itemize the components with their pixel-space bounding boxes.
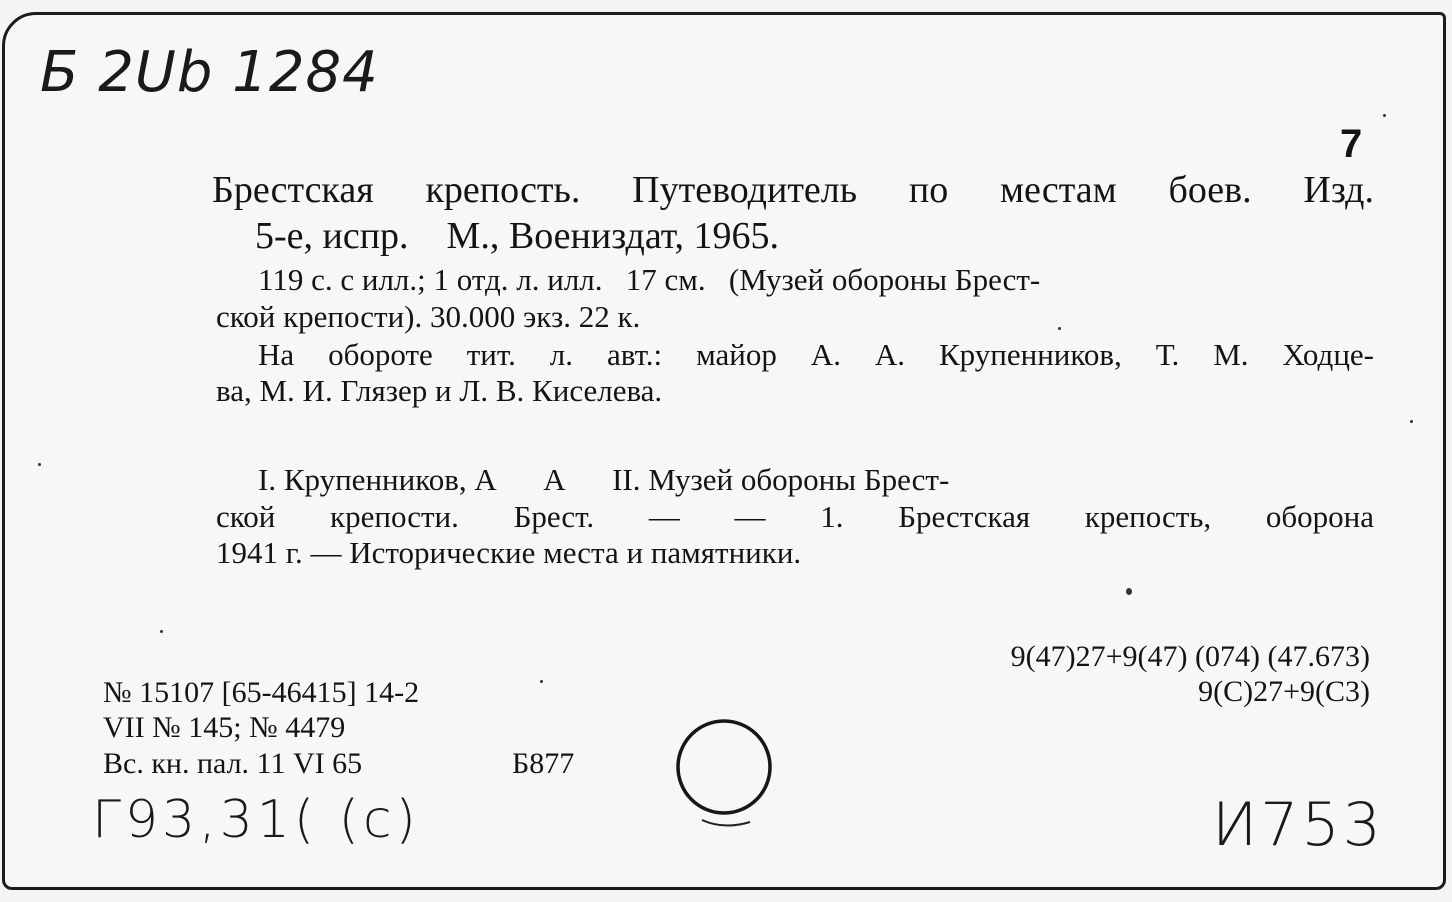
physical-line-2: ской крепости). 30.000 экз. 22 к.	[216, 299, 641, 334]
registry-code: Б877	[512, 747, 575, 780]
title-line-2: 5-е, испр. М., Воениздат, 1965.	[255, 215, 779, 257]
registry-line-2: VII № 145; № 4479	[103, 711, 346, 744]
classification-line-2: 9(С)27+9(С3)	[1198, 675, 1370, 708]
handwritten-shelfmark-bottom: Г93,31( (с)	[92, 790, 420, 850]
handwritten-shelfmark-top: Б 2Ub 1284	[40, 40, 379, 105]
punch-hole-icon	[670, 712, 780, 832]
registry-line-1: № 15107 [65-46415] 14-2	[103, 676, 420, 709]
tracing-line-1: I. Крупенников, А А II. Музей обороны Брест-	[258, 462, 950, 497]
card-number: 7	[1340, 122, 1363, 166]
registry-line-3: Вс. кн. пал. 11 VI 65	[103, 747, 363, 780]
tracing-line-3: 1941 г. — Исторические места и памятники.	[216, 535, 802, 570]
note-line-1: На обороте тит. л. авт.: майор А. А. Крупенников, Т. М. Ходце-	[258, 337, 1374, 372]
tracing-line-2: ской крепости. Брест. — — 1. Брестская крепость, оборона	[216, 499, 1374, 534]
note-line-2: ва, М. И. Глязер и Л. В. Киселева.	[216, 373, 663, 408]
classification-line-1: 9(47)27+9(47) (074) (47.673)	[1010, 640, 1370, 673]
title-line-1: Брестская крепость. Путеводитель по местам боев. Изд.	[212, 169, 1374, 211]
handwritten-inventory-number: И753	[1212, 790, 1384, 860]
physical-line-1: 119 с. с илл.; 1 отд. л. илл. 17 см. (Музей обороны Брест-	[258, 262, 1041, 297]
